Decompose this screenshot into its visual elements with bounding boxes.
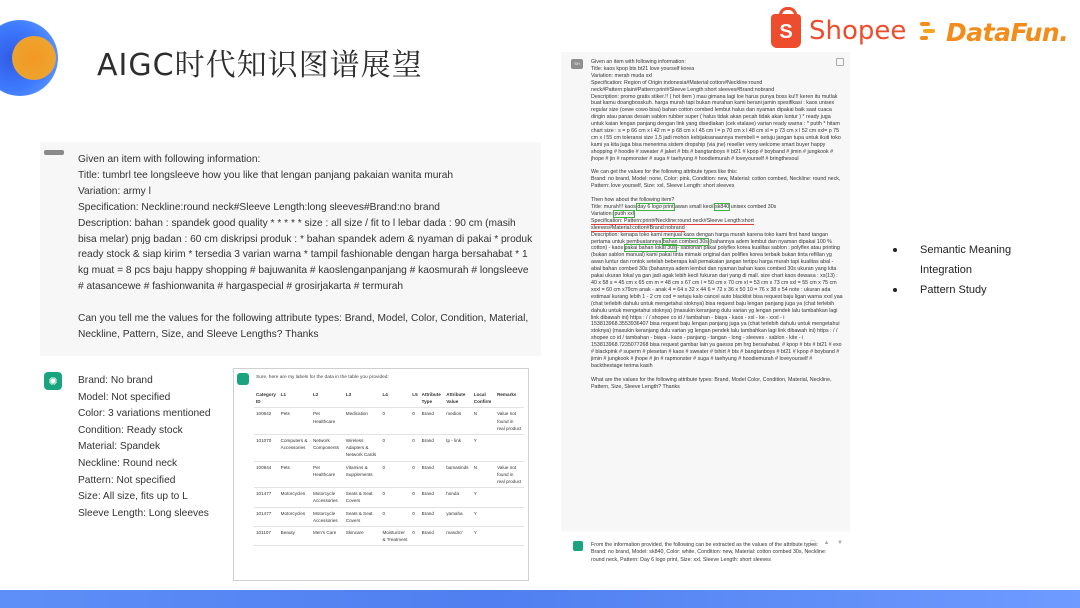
table-cell: 101477 xyxy=(254,488,279,507)
highlight-variation: putih xxl xyxy=(614,210,634,217)
datafun-wordmark: DataFun. xyxy=(946,18,1069,47)
table-cell: 100642 xyxy=(254,408,279,435)
bullet-text: Pattern Study xyxy=(920,284,987,296)
table-cell: bamasinds xyxy=(444,461,472,488)
table-cell: Seats & Seat Covers xyxy=(344,507,381,526)
column-header: Remarks xyxy=(495,389,524,408)
example-answer-text: From the information provided, the following can be extracted as the values of the attribute types: Brand: no brand, Model: sk840, Color: white, Condition: new, Material: cotton combed 30s, Neckline: round neck, Pattern: Day 6 logo print, Size: xxl, Sleeve Length: short sleeves xyxy=(591,542,827,563)
query-question: What are the values for the following attribute types: Brand, Model Color, Condition, Material, Neckline, Pattern, Size, Sleeve Length? Thanks xyxy=(591,376,832,390)
table-cell: Value not found in real product xyxy=(495,408,524,435)
table-cell: Vitamins & Supplements xyxy=(344,461,381,488)
table-cell: 0 xyxy=(410,408,419,435)
orange-circle-shape xyxy=(12,36,56,80)
shopee-bag-icon: S xyxy=(771,14,801,48)
table-cell xyxy=(495,527,524,546)
table-cell: Network Components xyxy=(311,435,344,462)
highlight-model: sk840 xyxy=(715,204,730,210)
table-cell xyxy=(495,435,524,462)
table-cell: 0 xyxy=(410,507,419,526)
table-cell: Value not found in real product xyxy=(495,461,524,488)
table-cell: Seats & Seat Covers xyxy=(344,488,381,507)
table-cell xyxy=(495,488,524,507)
table-cell: Pet Healthcare xyxy=(311,408,344,435)
table-header-row xyxy=(254,389,524,408)
column-header: L1 xyxy=(279,389,311,408)
table-cell: Brand xyxy=(420,507,445,526)
table-cell: 0 xyxy=(410,527,419,546)
table-cell: Brand xyxy=(420,488,445,507)
answer-line: Model: Not specified xyxy=(78,391,171,403)
answer-line: Condition: Ready stock xyxy=(78,424,183,436)
table-cell: 0 xyxy=(380,435,410,462)
table-row xyxy=(254,527,524,546)
table-cell: 101107 xyxy=(254,527,279,546)
answer-line: Color: 3 variations mentioned xyxy=(78,408,211,420)
column-header: L4 xyxy=(380,389,410,408)
table-cell: Brand xyxy=(420,527,445,546)
table-intro: Sure, here are my labels for the data in the table you provided: xyxy=(256,375,389,380)
table-cell: Motorcycles xyxy=(279,488,311,507)
table-cell: N xyxy=(472,461,495,488)
table-cell: Beauty xyxy=(279,527,311,546)
feedback-icons[interactable]: ▢ ▲ ▼ xyxy=(810,540,846,546)
table-cell: Pets xyxy=(279,408,311,435)
chatgpt-icon xyxy=(237,373,249,385)
answer-lines xyxy=(78,373,211,522)
query-title-text: awan small kecil xyxy=(673,204,716,210)
table-cell: 101070 xyxy=(254,435,279,462)
table-cell xyxy=(495,507,524,526)
query-title-text: unisex combed 30s xyxy=(729,204,777,210)
bullet-dot-icon xyxy=(893,248,897,252)
example-answer-message xyxy=(561,533,850,589)
shopee-logo xyxy=(771,14,906,48)
table-cell: Motorcycle Accessories xyxy=(311,507,344,526)
table-row xyxy=(254,435,524,462)
column-header: L2 xyxy=(311,389,344,408)
table-cell: 0 xyxy=(380,488,410,507)
bullet-continuation: Integration xyxy=(920,264,972,276)
highlight-pattern: day 6 logo print xyxy=(637,204,674,210)
datafun-logo xyxy=(920,18,1068,47)
table-cell: Brand xyxy=(420,408,445,435)
table-cell: Motorcycles xyxy=(279,507,311,526)
prompt-question: Can you tell me the values for the following attribute types: Brand, Model, Color, Condition, Material, Neckline, Pattern, Size, and Sleeve Lengths? Thanks xyxy=(78,313,529,340)
answer-message-left xyxy=(40,368,230,528)
table-cell: Wireless Adapters & Network Cards xyxy=(344,435,381,462)
table-cell: medion xyxy=(444,408,472,435)
example-values: We can get the values for the following attribute types like this: Brand: no brand, Model: none, Color: pink, Condition: new, Material: cotton combed, Neckline: round neck, Pattern: love yourself, Size: xxl, Sleeve Length: short sleeves xyxy=(591,169,841,190)
table-cell: Pet Healthcare xyxy=(311,461,344,488)
table-cell: Men's Care xyxy=(311,527,344,546)
attribute-table xyxy=(254,389,524,546)
table-cell: 101477 xyxy=(254,507,279,526)
column-header: L3 xyxy=(344,389,381,408)
bullet-item xyxy=(890,280,1070,300)
query-description: Description: kenapa toko kami menjual kaos dengan harga murah karena toko kami first hand tangan pertama untuk pembuatannya xyxy=(591,231,829,245)
answer-line: Brand: No brand xyxy=(78,375,153,386)
table-row xyxy=(254,408,524,435)
decorative-logo-circles xyxy=(0,20,72,100)
query-title-text: Title: murah!!! kaos xyxy=(591,204,638,210)
table-cell: 0 xyxy=(410,461,419,488)
query-item-info xyxy=(591,197,843,370)
page-title: AIGC时代知识图谱展望 xyxy=(97,48,423,83)
table-cell: yamaha xyxy=(444,507,472,526)
column-header: Attribute Type xyxy=(420,389,445,408)
table-cell: Y xyxy=(472,435,495,462)
table-cell: Medication xyxy=(344,408,381,435)
bullet-list xyxy=(890,240,1070,300)
answer-line: Sleeve Length: Long sleeves xyxy=(78,507,209,519)
example-screenshot-panel xyxy=(561,52,850,532)
table-cell: 100944 xyxy=(254,461,279,488)
column-header: Local Confirm xyxy=(472,389,495,408)
bullet-text: Semantic Meaning xyxy=(920,244,1012,256)
table-cell: 0 xyxy=(380,408,410,435)
table-cell: Skincare xyxy=(344,527,381,546)
bullet-dot-icon xyxy=(893,288,897,292)
table-cell: 0 xyxy=(380,461,410,488)
user-avatar: SH xyxy=(571,59,583,69)
table-row xyxy=(254,461,524,488)
table-cell: Pets xyxy=(279,461,311,488)
answer-line: Neckline: Round neck xyxy=(78,457,178,469)
example-item-info: Given an item with following information: Title: kaos kpop bts bt21 love yourself korea Variation: merah muda xxl Specification: Region of Origin:indonesia#Material:cotton#Neckline:round neck#Pattern:plain#Pattern:print#Sleeve Length:short sleeves#Brand:nobrand Description: promo gratis stiker.!! ( hot item ) mau gimana lagi loe harus punya boss ku!!! keren itu mutlak buat kamu doangbosskuh. harga murah tapi bukan murahan kami berani jamin spesifikasi : kaos unisex regular size (cewe cowo bisa) bahan cotton combed lembut halus dan nyaman dipakai baik saat cuaca dingin atau panas desain sablon rubber super ( halus tidak akan pecah tidak akan luntur ) * ready juga untuk kaian lengan panjang dengan link yang disediakan (cek etalase) varian ready warna : * putih * hitam chart size : s = p 66 cm x l 42 m = p 68 cm x l 45 cm l = p 70 cm x l 48 cm xl = p 73 cm x l 52 cm xxl= p 75 cm x l 55 cm toleransi size 1,5 jadi mohon kebijaksanaannya membeli = setuju jangan tupa untuk ikuti toko kami ya kita juga bisa menerima sistem dropship (via jne) reseller verry welcome smart buyer happy shopping # hoodie # sweater # jaket # bts # bangtanboys # bt21 # kpop # boyband # jimin # jungkook # jhope # jin # rapmonster # suga # taehyung # hoodiemurah # loveyourself # bringthesoul xyxy=(591,59,841,162)
table-cell: Computers & Accessories xyxy=(279,435,311,462)
table-cell: tp - link xyxy=(444,435,472,462)
table-cell: Y xyxy=(472,488,495,507)
query-variation-label: Variation: xyxy=(591,210,615,217)
chatgpt-icon xyxy=(573,541,583,551)
footer-accent-bar xyxy=(0,590,1080,608)
attribute-table-screenshot xyxy=(233,368,529,581)
datafun-mark-icon xyxy=(920,20,942,46)
prompt-message-panel xyxy=(40,142,541,356)
user-avatar xyxy=(44,150,64,155)
query-intro: Then how about the following item? xyxy=(591,197,675,204)
table-cell: honda xyxy=(444,488,472,507)
query-description: - sablonan pakai polyflex korea kualitas sablon : polyflex atau printing (bukan sablon manual) kami pakai tinta mimaki original dan poliflex korea terbaik bukan tinta refillan yg awan luntur dan rontok setelah beberapa kali pemakaian jangan tertipu harga murah tapi kualitas abal - abal bahan combed 30s (bahannya adem lembut dan nyaman bahan kaos combed 30s ukuran yang kita pakai ukuran lokal ya gan jadi agak lebih kecil fukuran dari yang di mall. size chart kaos dewasa : xs(13) : 40 x 58 s = 45 cm x 65 cm m = 48 cm x 67 cm l = 50 cm x 70 cm xl = 53 cm x 73 cm xxl = 55 cm x 75 cm xxxl = 60 cm x79cm anak - anak 4 = 64 x 32 x 44 6 = 72 x 36 x 50 10 = 76 x 38 x 54 note : ukuran ada estimasi kurang lebih 1 - 2 cm cod = setuju kalo cancel auto blacklist bisa request baju ligan warna xxxl yaa (chat terlebih dahulu untuk mengetahui stoknya) bisa request baju lengan panjang juga ya (chat terlebih dahulu untuk mengetahui stoknya) (masukin keranjang dulu varian yg lengan pendek lalu tambahkan lagi link dibawah ini) https : / / shopee co id / tambahan - biaya - kaos - xxl - ke - xxxl - i 153813968.3553936407 bisa request baju lengan panjang juga ya (chat terlebih dahulu untuk mengetahui stoknya) (masukin keranjang dulu varian yg lengan pendek lalu tambahkan lagi link dibawah ini) https : / / shopee co id / tambahan - biaya - kaos - panjang - tangan - long - sleeves - sablon - kite - i 153813968.7235077268 bisa request gambar lain ya gaesss pm hrg bersahabat. # kpop # bts # bt21 # exo # blackpink # superm # plesetan # kaos # sweater # tshirt # bts # bangtanboys # bt21 # kpop # boyband # jimin # jungkook # jhope # jin # rapmonster # suga # taehyung # hoodiemurah # loveyourself # backthestage terima kasih xyxy=(591,245,843,369)
table-cell: 0 xyxy=(380,507,410,526)
column-header: Attribute Value xyxy=(444,389,472,408)
answer-line: Material: Spandek xyxy=(78,441,161,453)
table-cell: Moisturizer & Treatment xyxy=(380,527,410,546)
chatgpt-icon: ✺ xyxy=(44,372,62,390)
highlight-material: bahan combed 30s xyxy=(662,238,708,245)
example-prompt-message xyxy=(561,52,850,530)
prompt-paragraph: Given an item with following information: Title: tumbrl tee longsleeve how you like that lengan panjang pakaian wanita murah Variation: army l Specification: Neckline:round neck#Sleeve Length:long sleeves#Brand:no brand Description: bahan : spandek good quality * * * * * size : all size / fit to l lebar dada : 90 cm (masih bisa melar) pnjg badan : 60 cm diskripsi produk : * bahan spandek adem & nyaman di pakai * produk ready stock & siap kirim * tersedia 3 varian warna * tampil fashionable dengan harga bersahabat * 1 kg muat = 8 pcs baju happy shopping # bajuwanita # kaoslenganpanjang # kaosmurah # longsleeve # atasancewe # fashionwanita # hargaspecial # grosirjakarta # termurah xyxy=(78,154,533,293)
answer-line: Pattern: Not specified xyxy=(78,474,176,486)
column-header: L5 xyxy=(410,389,419,408)
query-specification: Specification: Pattern:print#Neckline:round neck#Sleeve Length:short sleeves#Material:cotton#Brand:nobrand xyxy=(591,217,754,231)
table-cell: Motorcycle Accessories xyxy=(311,488,344,507)
table-cell: 0 xyxy=(410,435,419,462)
table-cell: Brand xyxy=(420,461,445,488)
example-prompt-text xyxy=(591,59,843,397)
table-row xyxy=(254,507,524,526)
query-description: (bahannya adem lembut dan nyaman dipakai 100 % cotton) - kaos xyxy=(591,238,832,252)
bullet-item xyxy=(890,240,1070,260)
answer-line: Size: All size, fits up to L xyxy=(78,491,188,503)
table-cell: 0 xyxy=(410,488,419,507)
table-cell: Y xyxy=(472,507,495,526)
table-row xyxy=(254,488,524,507)
column-header: Category ID xyxy=(254,389,279,408)
highlight-material-2: pakai bahan lokal 30s xyxy=(624,245,676,252)
table-cell: N xyxy=(472,408,495,435)
shopee-wordmark: Shopee xyxy=(809,16,907,46)
table-cell: mandro' xyxy=(444,527,472,546)
table-cell: Brand xyxy=(420,435,445,462)
table-cell: Y xyxy=(472,527,495,546)
prompt-text xyxy=(78,152,533,343)
